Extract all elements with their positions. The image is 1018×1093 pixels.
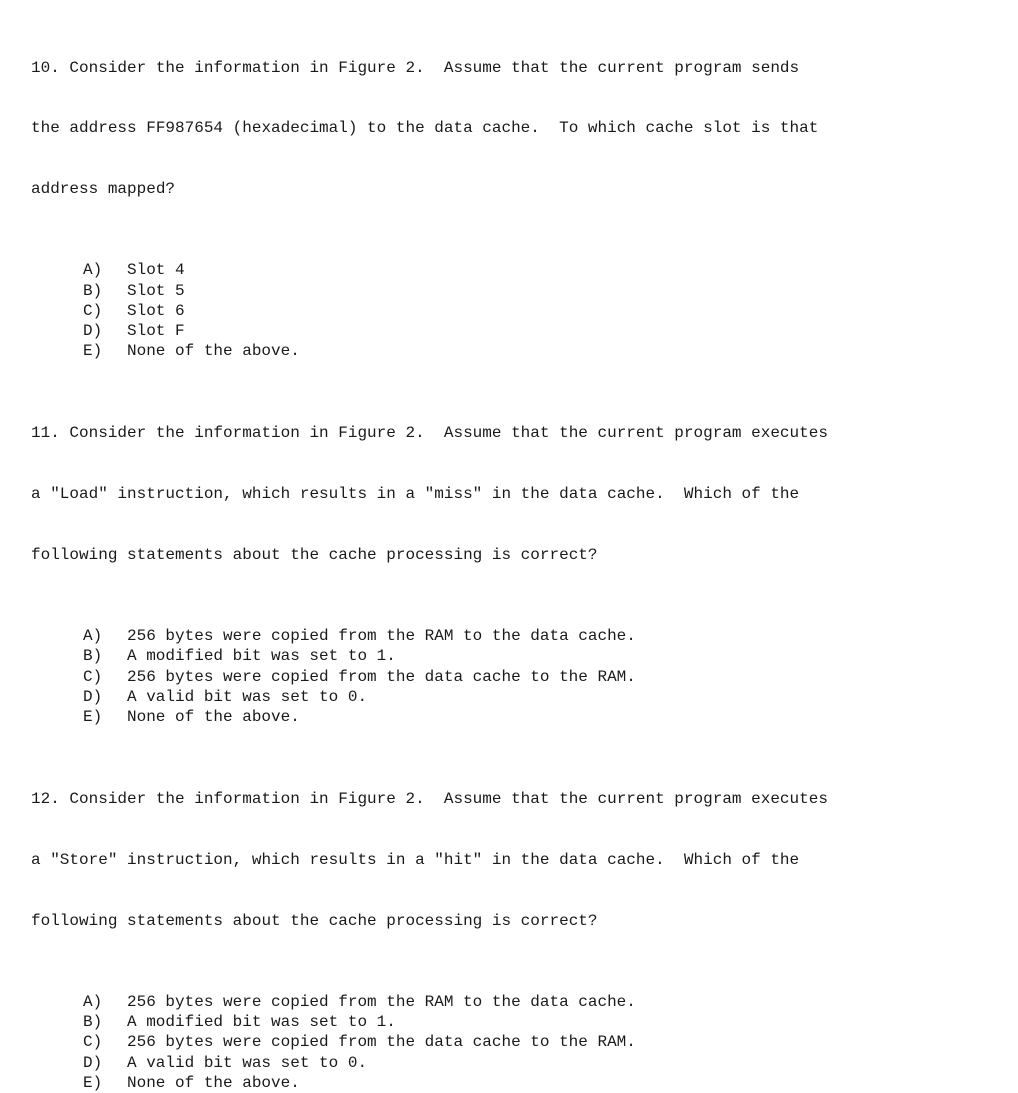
option-text: None of the above. [127,707,300,727]
option-letter: B) [83,646,127,666]
option-text: A valid bit was set to 0. [127,1053,367,1073]
option-letter: A) [83,260,127,280]
question-spacer [31,728,1011,749]
stem-line: address mapped? [31,179,1011,199]
option-letter: C) [83,667,127,687]
question-12 [31,749,1011,1093]
stem-line: a "Load" instruction, which results in a "miss" in the data cache. Which of the [31,484,1011,504]
answer-options [31,626,1011,727]
option-text: 256 bytes were copied from the data cache to the RAM. [127,667,636,687]
option-letter: A) [83,992,127,1012]
stem-line: 11. Consider the information in Figure 2. Assume that the current program executes [31,423,1011,443]
question-11 [31,383,1011,728]
answer-option-e [83,1073,1011,1093]
answer-option-a [83,260,1011,280]
option-letter: D) [83,321,127,341]
option-text: Slot 5 [127,281,185,301]
stem-line: 10. Consider the information in Figure 2. Assume that the current program sends [31,58,1011,78]
option-letter: D) [83,687,127,707]
answer-option-b [83,646,1011,666]
option-letter: B) [83,281,127,301]
option-text: None of the above. [127,1073,300,1093]
exam-page [31,17,1011,1093]
option-letter: E) [83,707,127,727]
option-text: A valid bit was set to 0. [127,687,367,707]
question-stem [31,17,1011,240]
question-10 [31,17,1011,362]
answer-option-c [83,301,1011,321]
option-letter: E) [83,341,127,361]
option-letter: A) [83,626,127,646]
stem-line: following statements about the cache processing is correct? [31,911,1011,931]
option-letter: B) [83,1012,127,1032]
option-letter: E) [83,1073,127,1093]
option-letter: C) [83,301,127,321]
option-text: 256 bytes were copied from the RAM to the data cache. [127,992,636,1012]
option-letter: D) [83,1053,127,1073]
question-stem [31,749,1011,972]
option-text: 256 bytes were copied from the data cache to the RAM. [127,1032,636,1052]
answer-option-e [83,341,1011,361]
option-letter: C) [83,1032,127,1052]
stem-line: 12. Consider the information in Figure 2. Assume that the current program executes [31,789,1011,809]
option-text: A modified bit was set to 1. [127,1012,396,1032]
answer-option-d [83,321,1011,341]
answer-option-d [83,687,1011,707]
stem-line: a "Store" instruction, which results in a "hit" in the data cache. Which of the [31,850,1011,870]
answer-options [31,260,1011,361]
option-text: Slot 6 [127,301,185,321]
option-text: Slot 4 [127,260,185,280]
answer-option-c [83,1032,1011,1052]
option-text: A modified bit was set to 1. [127,646,396,666]
answer-option-c [83,667,1011,687]
stem-line: following statements about the cache processing is correct? [31,545,1011,565]
option-text: Slot F [127,321,185,341]
option-text: None of the above. [127,341,300,361]
question-spacer [31,362,1011,383]
answer-option-a [83,626,1011,646]
option-text: 256 bytes were copied from the RAM to the data cache. [127,626,636,646]
stem-line: the address FF987654 (hexadecimal) to the data cache. To which cache slot is that [31,118,1011,138]
answer-options [31,992,1011,1093]
answer-option-d [83,1053,1011,1073]
answer-option-b [83,1012,1011,1032]
question-stem [31,383,1011,606]
answer-option-b [83,281,1011,301]
answer-option-a [83,992,1011,1012]
answer-option-e [83,707,1011,727]
